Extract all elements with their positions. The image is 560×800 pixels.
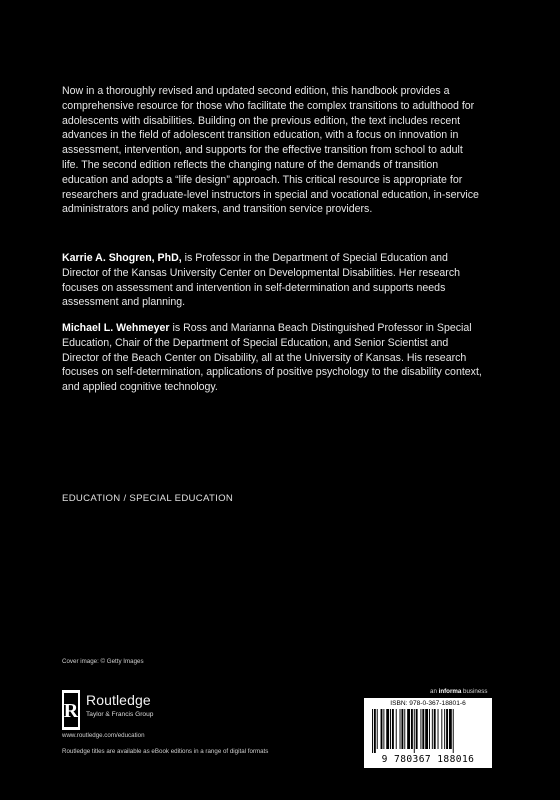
barcode-panel [364, 698, 492, 768]
subject-category: EDUCATION / SPECIAL EDUCATION [62, 493, 234, 504]
routledge-logo-icon [62, 690, 80, 730]
publisher-logo [62, 690, 222, 730]
informa-tagline: an informa business [430, 688, 488, 695]
author-name-wehmeyer: Michael L. Wehmeyer [62, 322, 170, 334]
barcode-icon [372, 709, 484, 753]
author-bio-text-wehmeyer: is Ross and Marianna Beach Distinguished Professor in Special Education, Chair of the Department of Special Education, and Senior Scientist and Director of the Beach Center on Disability, all at the University of Kansas. His research focuses on self-determination, applications of positive psychology to the disability context, and applied cognitive technology. [62, 322, 482, 394]
cover-image-credit: Cover image: © Getty Images [62, 658, 144, 665]
isbn-label: ISBN: 978-0-367-18801-6 [390, 700, 466, 707]
book-description: Now in a thoroughly revised and updated second edition, this handbook provides a comprehensive resource for those who facilitate the complex transitions to adulthood for adolescents with disabilities. Building on the previous edition, the text includes recent advances in the field of adolescent transition education, with a focus on innovation in assessment, intervention, and supports for the effective transition from school to adult life. The second edition reflects the changing nature of the demands of transition education and adopts a “life design” approach. This critical resource is appropriate for researchers and graduate-level instructors in special and vocational education, in-service administrators and policy makers, and transition service providers. [62, 85, 479, 216]
publisher-group: Taylor & Francis Group [86, 711, 154, 718]
svg-text:R: R [63, 700, 79, 722]
author-bio-wehmeyer [62, 321, 482, 395]
author-bio-text-shogren: is Professor in the Department of Special Education and Director of the Kansas University Center on Developmental Disabilities. Her research focuses on assessment and intervention in self-determination and supports needs assessment and planning. [62, 252, 461, 309]
author-bio-shogren [62, 251, 482, 310]
publisher-website: www.routledge.com/education [62, 732, 145, 739]
informa-wordmark: informa [438, 688, 462, 695]
ebook-note: Routledge titles are available as eBook editions in a range of digital formats [62, 748, 269, 755]
barcode-digits: 9 780367 188016 [381, 754, 475, 765]
author-name-shogren: Karrie A. Shogren, PhD, [62, 252, 182, 264]
publisher-name: Routledge [86, 692, 151, 708]
